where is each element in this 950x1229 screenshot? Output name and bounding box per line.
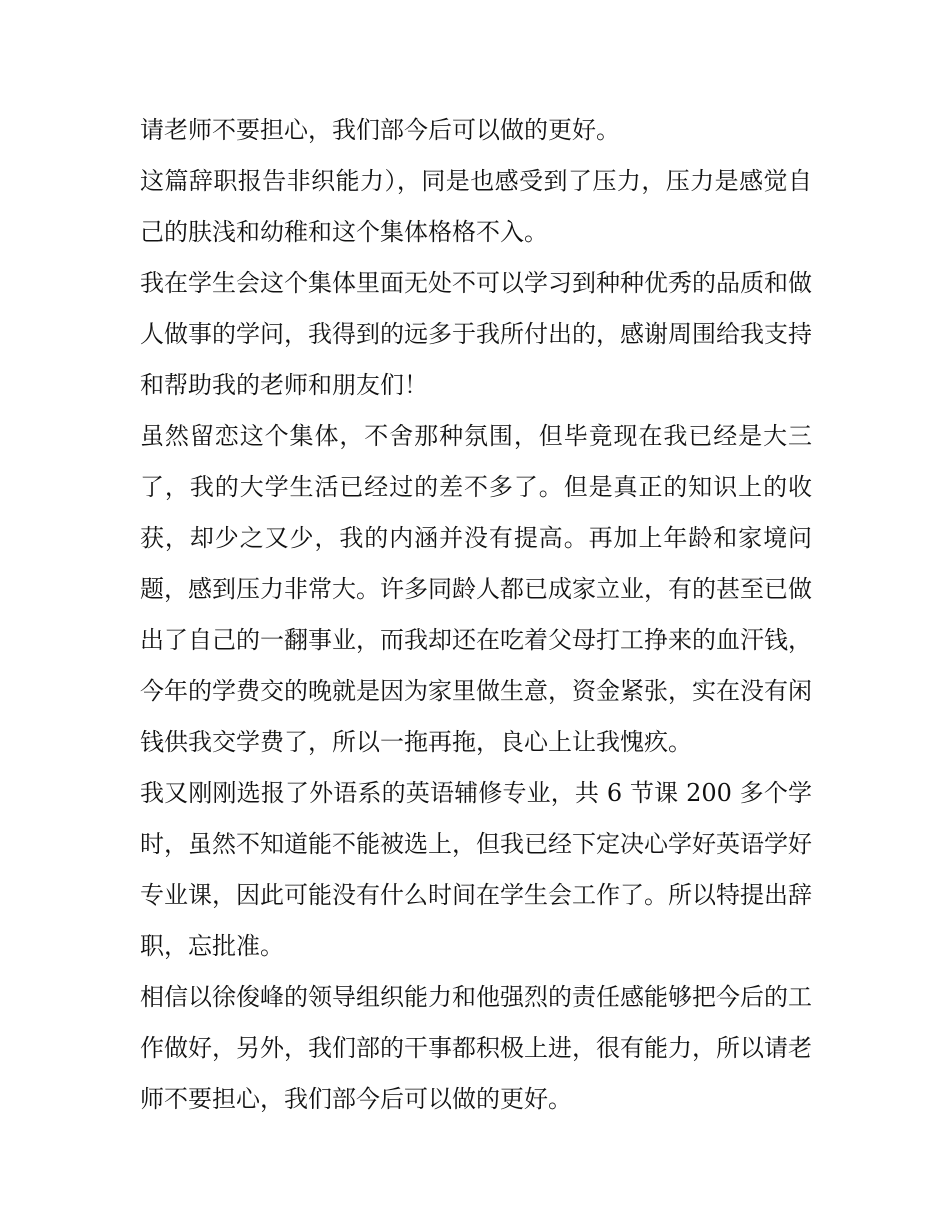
paragraph-4: 虽然留恋这个集体，不舍那种氛围，但毕竟现在我已经是大三了，我的大学生活已经过的差不多了。但是真正的知识上的收获，却少之又少，我的内涵并没有提高。再加上年龄和家境问题，感到压力非常大。许多同龄人都已成家立业，有的甚至已做出了自己的一翻事业，而我却还在吃着父母打工挣来的血汗钱，今年的学费交的晚就是因为家里做生意，资金紧张，实在没有闲钱供我交学费了，所以一拖再拖，良心上让我愧疚。 (140, 422, 812, 756)
paragraph-2: 这篇辞职报告非织能力），同是也感受到了压力，压力是感觉自己的肤浅和幼稚和这个集体格格不入。 (140, 167, 812, 246)
document-body (140, 105, 812, 1125)
paragraph-3: 我在学生会这个集体里面无处不可以学习到种种优秀的品质和做人做事的学问，我得到的远多于我所付出的，感谢周围给我支持和帮助我的老师和朋友们！ (140, 269, 812, 399)
paragraph-6: 相信以徐俊峰的领导组织能力和他强烈的责任感能够把今后的工作做好，另外，我们部的干事都积极上进，很有能力，所以请老师不要担心，我们部今后可以做的更好。 (140, 983, 812, 1113)
paragraph-5: 我又刚刚选报了外语系的英语辅修专业，共 6 节课 200 多个学时，虽然不知道能不能被选上，但我已经下定决心学好英语学好专业课，因此可能没有什么时间在学生会工作了。所以特提出辞职，忘批准。 (140, 779, 812, 960)
paragraph-1: 请老师不要担心，我们部今后可以做的更好。 (140, 116, 620, 144)
